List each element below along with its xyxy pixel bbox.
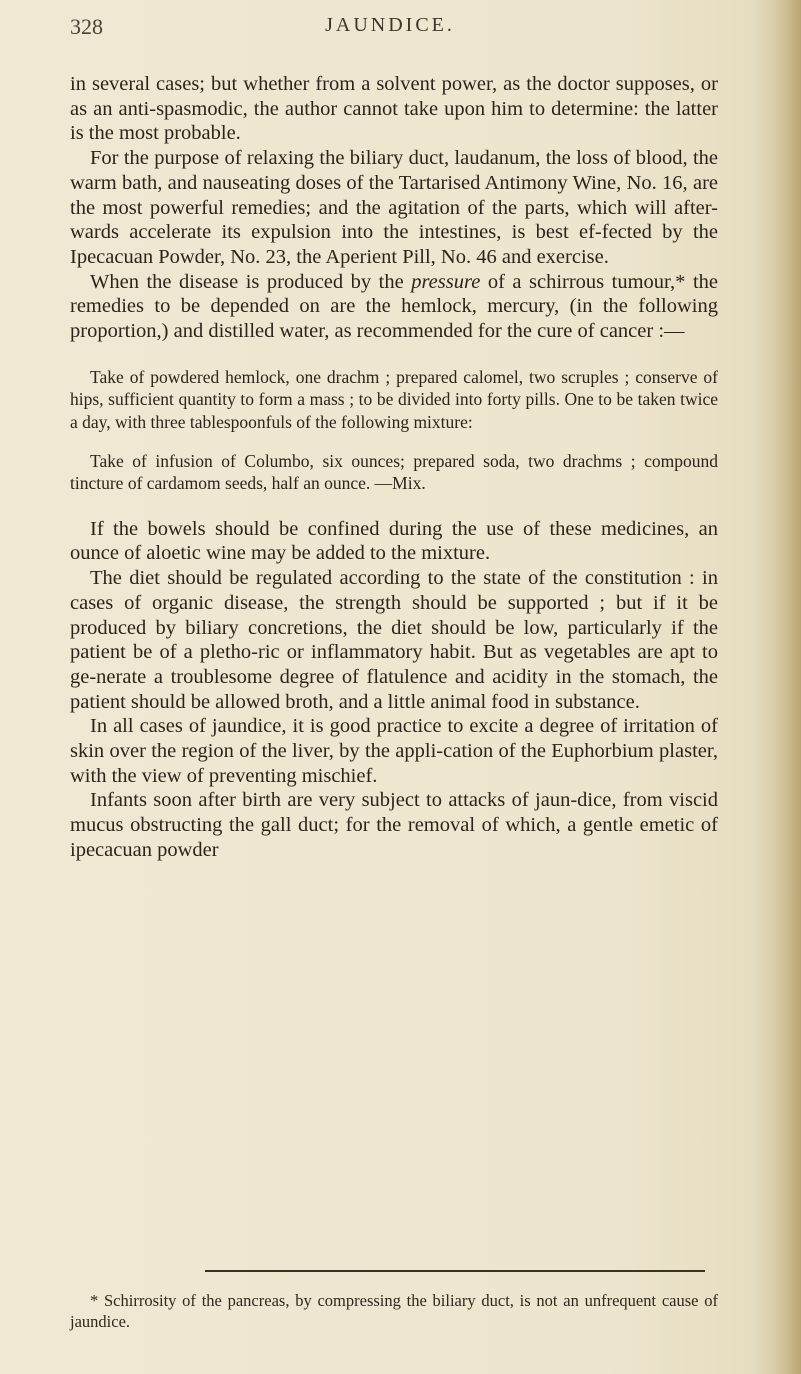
paragraph-irritation: In all cases of jaundice, it is good practice to excite a degree of irritation of skin over the region of the liver, by the appli-cation of the Euphorbium plaster, with the view of preventing mischief. (70, 715, 718, 787)
paragraph-diet: The diet should be regulated according to the state of the constitution : in cases of organic disease, the strength should be supported ; but if it be produced by biliary concretions, the diet should be low, particularly if the patient be of a pletho-ric or inflammatory habit. But as vegetables are apt to ge-nerate a troublesome degree of flatulence and acidity in the stomach, the patient should be allowed broth, and a little animal food in substance. (70, 567, 718, 713)
footnote: * Schirrosity of the pancreas, by compressing the biliary duct, is not an unfrequent cause of jaundice. (70, 1291, 718, 1331)
emphasis-pressure: pressure (411, 270, 481, 293)
running-head: JAUNDICE. (325, 14, 455, 36)
recipe-hemlock-pills: Take of powdered hemlock, one drachm ; prepared calomel, two scruples ; conserve of hips, sufficient quantity to form a mass ; to be divided into forty pills. One to be taken twice a day, with three tablespoonfuls of the following mixture: (70, 366, 718, 432)
page-number: 328 (70, 14, 103, 39)
body-text (70, 72, 718, 863)
paragraph-continuation: in several cases; but whether from a solvent power, as the doctor supposes, or as an anti-spasmodic, the author cannot take upon him to determine: the latter is the most probable. (70, 73, 718, 145)
paragraph-relaxing-duct: For the purpose of relaxing the biliary duct, laudanum, the loss of blood, the warm bath, and nauseating doses of the Tartarised Antimony Wine, No. 16, are the most powerful remedies; and the agitation of the parts, which will after-wards accelerate its expulsion into the intestines, is best ef-fected by the Ipecacuan Powder, No. 23, the Aperient Pill, No. 46 and exercise. (70, 147, 718, 268)
page-header (70, 14, 710, 48)
page-edge (753, 0, 801, 1374)
recipe-columbo-mixture: Take of infusion of Columbo, six ounces; prepared soda, two drachms ; compound tincture of cardamom seeds, half an ounce. —Mix. (70, 450, 718, 494)
paragraph-text: of a schirrous tumour,* the remedies to be depended on are the hemlock, mercury, (in the following proportion,) and distilled water, as recommended for the cure of cancer :— (70, 270, 718, 343)
paragraph-schirrous-tumour (70, 270, 718, 344)
paragraph-bowels: If the bowels should be confined during the use of these medicines, an ounce of aloetic wine may be added to the mixture. (70, 517, 718, 565)
paragraph-text: When the disease is produced by the (90, 270, 412, 293)
paragraph-infants: Infants soon after birth are very subject to attacks of jaun-dice, from viscid mucus obstructing the gall duct; for the removal of which, a gentle emetic of ipecacuan powder (70, 789, 718, 861)
footnote-rule (205, 1270, 705, 1272)
